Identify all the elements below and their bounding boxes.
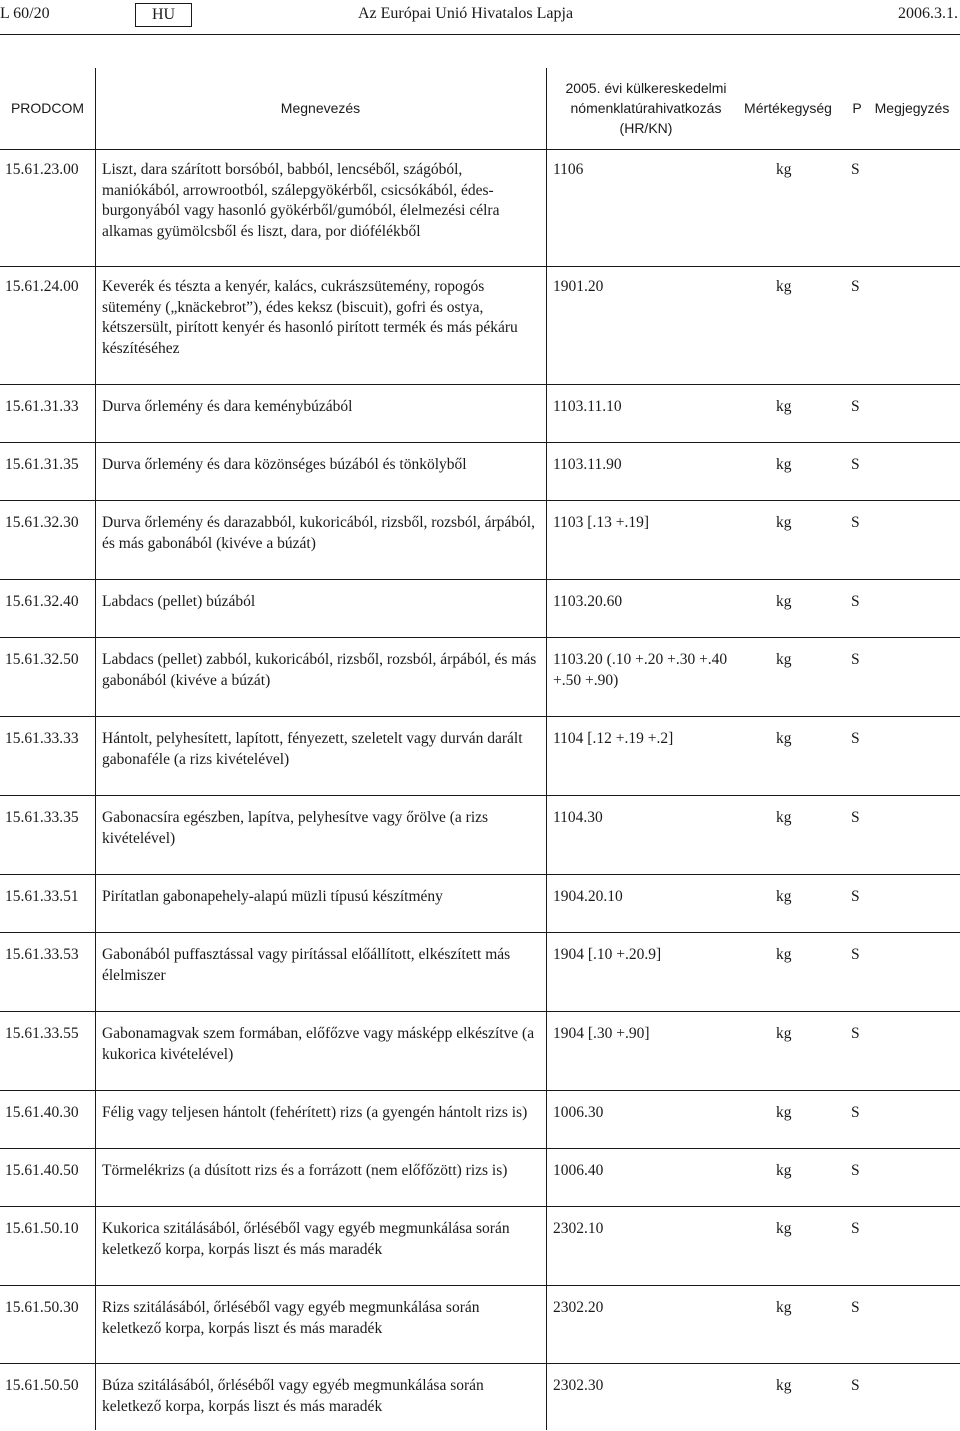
prodcom-code: 15.61.50.10 xyxy=(5,1220,79,1237)
product-name: Hántolt, pelyhesített, lapított, fényezett, szeletelt vagy durván darált gabonaféle (a rizs kivételével) xyxy=(102,730,523,768)
column-divider xyxy=(95,796,96,874)
column-header-unit: Mértékegység xyxy=(744,100,832,116)
prodcom-code: 15.61.32.50 xyxy=(5,651,79,668)
table-row xyxy=(0,1207,960,1286)
column-divider xyxy=(95,1286,96,1363)
column-divider xyxy=(546,1207,547,1285)
prodcom-code: 15.61.40.50 xyxy=(5,1162,79,1179)
p-flag: S xyxy=(851,1025,860,1042)
unit: kg xyxy=(776,1299,792,1316)
prodcom-code: 15.61.23.00 xyxy=(5,161,79,178)
table-row xyxy=(0,1364,960,1430)
unit: kg xyxy=(776,593,792,610)
prodcom-code: 15.61.24.00 xyxy=(5,278,79,295)
column-divider xyxy=(95,385,96,442)
column-divider xyxy=(95,1012,96,1090)
page-header xyxy=(0,0,960,34)
page-reference: L 60/20 xyxy=(0,5,50,22)
table-row xyxy=(0,267,960,385)
prodcom-code: 15.61.33.53 xyxy=(5,946,79,963)
unit: kg xyxy=(776,278,792,295)
p-flag: S xyxy=(851,1162,860,1179)
hr-reference: 1106 xyxy=(553,161,584,178)
product-name: Gabonacsíra egészben, lapítva, pelyhesítve vagy őrölve (a rizs kivételével) xyxy=(102,809,489,847)
column-divider xyxy=(546,1012,547,1090)
product-name: Durva őrlemény és darazabból, kukoricából, rizsből, rozsból, árpából, és más gabonából (kivéve a búzát) xyxy=(102,514,535,552)
column-divider xyxy=(546,796,547,874)
hr-reference: 1006.30 xyxy=(553,1104,604,1121)
table-row xyxy=(0,638,960,717)
column-header-p: P xyxy=(852,100,862,116)
hr-reference: 1103.11.90 xyxy=(553,456,622,473)
product-name: Félig vagy teljesen hántolt (fehérített) rizs (a gyengén hántolt rizs is) xyxy=(102,1104,528,1121)
p-flag: S xyxy=(851,456,860,473)
p-flag: S xyxy=(851,946,860,963)
prodcom-code: 15.61.50.30 xyxy=(5,1299,79,1316)
product-name: Labdacs (pellet) búzából xyxy=(102,593,256,610)
p-flag: S xyxy=(851,651,860,668)
column-divider xyxy=(546,933,547,1011)
column-divider xyxy=(546,580,547,637)
unit: kg xyxy=(776,398,792,415)
column-divider xyxy=(546,501,547,579)
column-divider xyxy=(95,638,96,716)
column-divider xyxy=(95,1091,96,1148)
header-divider xyxy=(0,34,960,35)
column-header-prodcom: PRODCOM xyxy=(10,100,85,116)
product-name: Gabonamagvak szem formában, előfőzve vagy másképp elkészítve (a kukorica kivételével) xyxy=(102,1025,535,1063)
publication-date: 2006.3.1. xyxy=(898,5,958,22)
column-divider xyxy=(546,443,547,500)
unit: kg xyxy=(776,946,792,963)
column-divider xyxy=(546,1364,547,1430)
p-flag: S xyxy=(851,888,860,905)
column-divider xyxy=(546,150,547,266)
product-name: Durva őrlemény és dara közönséges búzából és tönkölyből xyxy=(102,456,467,473)
column-divider xyxy=(95,267,96,384)
column-divider xyxy=(546,267,547,384)
product-name: Gabonából puffasztással vagy pirítással előállított, elkészített más élelmiszer xyxy=(102,946,511,984)
p-flag: S xyxy=(851,514,860,531)
table-row xyxy=(0,1091,960,1149)
unit: kg xyxy=(776,809,792,826)
hr-reference: 1103.20 (.10 +.20 +.30 +.40 +.50 +.90) xyxy=(553,651,728,689)
unit: kg xyxy=(776,1377,792,1394)
table-header xyxy=(0,68,960,150)
product-name: Keverék és tészta a kenyér, kalács, cukrászsütemény, ropogós sütemény („knäckebrot”), édes keksz (biscuit), gofri és ostya, kétszersült, pirított kenyér és hasonló pirított termék és más pékáru készítéséhez xyxy=(102,278,518,357)
product-name: Rizs szitálásából, őrléséből vagy egyéb megmunkálása során keletkező korpa, korpás liszt és más maradék xyxy=(102,1299,480,1337)
table-row xyxy=(0,580,960,638)
table-row xyxy=(0,1286,960,1364)
hr-reference: 1901.20 xyxy=(553,278,604,295)
column-header-note: Megjegyzés xyxy=(874,100,950,116)
prodcom-code: 15.61.33.35 xyxy=(5,809,79,826)
table-row xyxy=(0,443,960,501)
hr-header-line-2: nómenklatúrahivatkozás xyxy=(570,100,722,116)
prodcom-code: 15.61.33.51 xyxy=(5,888,79,905)
table-row xyxy=(0,933,960,1012)
prodcom-code: 15.61.40.30 xyxy=(5,1104,79,1121)
p-flag: S xyxy=(851,398,860,415)
table-row xyxy=(0,150,960,267)
product-name: Labdacs (pellet) zabból, kukoricából, rizsből, rozsból, árpából, és más gabonából (kivéve a búzát) xyxy=(102,651,537,689)
product-name: Búza szitálásából, őrléséből vagy egyéb megmunkálása során keletkező korpa, korpás liszt és más maradék xyxy=(102,1377,484,1415)
product-name: Liszt, dara szárított borsóból, babból, lencséből, szágóból, maniókából, arrowrootból, szálepgyökérből, csicsókából, édes-burgonyából vagy hasonló gyökérből/gumóból, élelmezési célra alkamas gyümölcsből és liszt, dara, por diófélékből xyxy=(102,161,500,240)
column-divider xyxy=(546,1149,547,1206)
hr-reference: 1104.30 xyxy=(553,809,603,826)
prodcom-code: 15.61.33.33 xyxy=(5,730,79,747)
prodcom-code: 15.61.31.33 xyxy=(5,398,79,415)
prodcom-code: 15.61.32.30 xyxy=(5,514,79,531)
hr-reference: 1103 [.13 +.19] xyxy=(553,514,649,531)
hr-reference: 2302.10 xyxy=(553,1220,604,1237)
column-divider xyxy=(95,580,96,637)
column-divider xyxy=(95,1207,96,1285)
hr-reference: 1103.20.60 xyxy=(553,593,623,610)
unit: kg xyxy=(776,514,792,531)
unit: kg xyxy=(776,456,792,473)
hr-header-line-3: (HR/KN) xyxy=(619,120,673,136)
p-flag: S xyxy=(851,730,860,747)
unit: kg xyxy=(776,1104,792,1121)
column-divider xyxy=(546,638,547,716)
product-name: Pirítatlan gabonapehely-alapú müzli típusú készítmény xyxy=(102,888,443,905)
p-flag: S xyxy=(851,161,860,178)
unit: kg xyxy=(776,651,792,668)
unit: kg xyxy=(776,1220,792,1237)
hr-reference: 1904.20.10 xyxy=(553,888,623,905)
column-divider xyxy=(546,1286,547,1363)
prodcom-code: 15.61.32.40 xyxy=(5,593,79,610)
hr-reference: 2302.20 xyxy=(553,1299,604,1316)
product-name: Durva őrlemény és dara keménybúzából xyxy=(102,398,353,415)
unit: kg xyxy=(776,161,792,178)
unit: kg xyxy=(776,1025,792,1042)
column-divider xyxy=(95,1364,96,1430)
table-row xyxy=(0,1012,960,1091)
table-row xyxy=(0,875,960,933)
table-row xyxy=(0,717,960,796)
column-header-name: Megnevezés xyxy=(280,100,361,116)
table-row xyxy=(0,501,960,580)
column-divider xyxy=(95,150,96,266)
p-flag: S xyxy=(851,809,860,826)
column-divider xyxy=(95,1149,96,1206)
table-row xyxy=(0,1149,960,1207)
hr-reference: 1904 [.30 +.90] xyxy=(553,1025,650,1042)
hr-reference: 1904 [.10 +.20.9] xyxy=(553,946,662,963)
column-divider xyxy=(95,501,96,579)
unit: kg xyxy=(776,1162,792,1179)
hr-header-line-1: 2005. évi külkereskedelmi xyxy=(565,80,727,96)
prodcom-code: 15.61.50.50 xyxy=(5,1377,79,1394)
hr-reference: 1103.11.10 xyxy=(553,398,622,415)
column-divider xyxy=(95,68,96,150)
p-flag: S xyxy=(851,1220,860,1237)
hr-reference: 1104 [.12 +.19 +.2] xyxy=(553,730,674,747)
table-row xyxy=(0,385,960,443)
column-divider xyxy=(95,875,96,932)
product-name: Kukorica szitálásából, őrléséből vagy egyéb megmunkálása során keletkező korpa, korpás liszt és más maradék xyxy=(102,1220,510,1258)
prodcom-code: 15.61.31.35 xyxy=(5,456,79,473)
column-divider xyxy=(546,385,547,442)
hr-reference: 1006.40 xyxy=(553,1162,604,1179)
unit: kg xyxy=(776,888,792,905)
p-flag: S xyxy=(851,1377,860,1394)
product-name: Törmelékrizs (a dúsított rizs és a forrázott (nem előfőzött) rizs is) xyxy=(102,1162,508,1179)
hr-reference: 2302.30 xyxy=(553,1377,604,1394)
unit: kg xyxy=(776,730,792,747)
column-divider xyxy=(95,443,96,500)
p-flag: S xyxy=(851,1104,860,1121)
column-divider xyxy=(546,68,547,150)
column-divider xyxy=(546,1091,547,1148)
p-flag: S xyxy=(851,278,860,295)
language-badge: HU xyxy=(135,3,192,27)
journal-title: Az Európai Unió Hivatalos Lapja xyxy=(358,5,574,22)
column-header-hr-reference xyxy=(546,78,746,138)
p-flag: S xyxy=(851,1299,860,1316)
column-divider xyxy=(546,875,547,932)
column-divider xyxy=(95,717,96,795)
p-flag: S xyxy=(851,593,860,610)
prodcom-code: 15.61.33.55 xyxy=(5,1025,79,1042)
table-row xyxy=(0,796,960,875)
column-divider xyxy=(95,933,96,1011)
column-divider xyxy=(546,717,547,795)
